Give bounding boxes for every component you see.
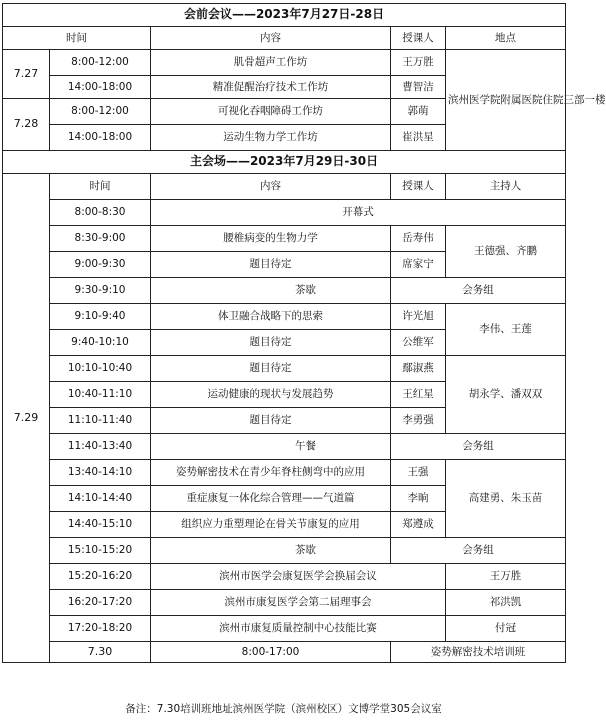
lecturer-cell: 会务组 xyxy=(391,278,566,304)
table-row xyxy=(3,226,566,252)
host-cell: 王万胜 xyxy=(446,564,566,590)
content-cell: 滨州市康复质量控制中心技能比赛 xyxy=(151,616,446,642)
time-cell: 9:40-10:10 xyxy=(50,330,151,356)
content-cell: 精准促醒治疗技术工作坊 xyxy=(151,76,391,99)
content-cell: 姿势解密技术培训班 xyxy=(391,642,566,663)
content-cell: 开幕式 xyxy=(151,200,566,226)
schedule-table xyxy=(2,3,606,663)
time-cell: 14:10-14:40 xyxy=(50,486,151,512)
lecturer-cell: 郭萌 xyxy=(391,99,446,125)
table-row xyxy=(3,590,566,616)
table-row xyxy=(3,460,566,486)
time-cell: 15:10-15:20 xyxy=(50,538,151,564)
lecturer-cell: 王红星 xyxy=(391,382,446,408)
main-venue-header-row xyxy=(3,174,566,200)
content-cell: 茶歇 xyxy=(151,538,391,564)
lecturer-cell: 公维军 xyxy=(391,330,446,356)
lecturer-cell: 会务组 xyxy=(391,434,566,460)
main-venue-title-row xyxy=(3,151,566,174)
header-host: 主持人 xyxy=(446,174,566,200)
lecturer-cell: 崔洪星 xyxy=(391,125,446,151)
lecturer-cell: 会务组 xyxy=(391,538,566,564)
content-cell: 组织应力重塑理论在骨关节康复的应用 xyxy=(151,512,391,538)
time-cell: 15:20-16:20 xyxy=(50,564,151,590)
time-cell: 10:10-10:40 xyxy=(50,356,151,382)
time-cell: 10:40-11:10 xyxy=(50,382,151,408)
time-cell: 11:40-13:40 xyxy=(50,434,151,460)
time-cell: 13:40-14:10 xyxy=(50,460,151,486)
time-cell: 8:00-12:00 xyxy=(50,99,151,125)
time-cell: 14:40-15:10 xyxy=(50,512,151,538)
table-row xyxy=(3,642,566,663)
pre-meeting-header-row xyxy=(3,27,566,50)
lecturer-cell: 席家宁 xyxy=(391,252,446,278)
host-cell: 李伟、王莲 xyxy=(446,304,566,356)
lecturer-cell: 王万胜 xyxy=(391,50,446,76)
content-cell: 体卫融合战略下的思索 xyxy=(151,304,391,330)
date-cell: 7.28 xyxy=(3,99,50,151)
time-cell: 9:00-9:30 xyxy=(50,252,151,278)
time-cell: 14:00-18:00 xyxy=(50,125,151,151)
table-row xyxy=(3,304,566,330)
content-cell: 滨州市医学会康复医学会换届会议 xyxy=(151,564,446,590)
table-row xyxy=(3,434,566,460)
date-cell: 7.29 xyxy=(3,174,50,663)
host-cell: 王德强、齐鹏 xyxy=(446,226,566,278)
content-cell: 运动生物力学工作坊 xyxy=(151,125,391,151)
pre-meeting-title-row xyxy=(3,4,566,27)
host-cell: 胡永学、潘双双 xyxy=(446,356,566,434)
host-cell: 祁洪凯 xyxy=(446,590,566,616)
header-content: 内容 xyxy=(151,174,391,200)
content-cell: 姿势解密技术在青少年脊柱侧弯中的应用 xyxy=(151,460,391,486)
header-content: 内容 xyxy=(151,27,391,50)
host-cell: 付冠 xyxy=(446,616,566,642)
header-lecturer: 授课人 xyxy=(391,174,446,200)
lecturer-cell: 岳寿伟 xyxy=(391,226,446,252)
lecturer-cell: 李勇强 xyxy=(391,408,446,434)
table-row xyxy=(3,200,566,226)
header-time: 时间 xyxy=(3,27,151,50)
content-cell: 题目待定 xyxy=(151,408,391,434)
lecturer-cell: 王强 xyxy=(391,460,446,486)
content-cell: 运动健康的现状与发展趋势 xyxy=(151,382,391,408)
table-row xyxy=(3,278,566,304)
footnote: 备注：7.30培训班地址滨州医学院（滨州校区）文博学堂305会议室 xyxy=(125,703,442,715)
pre-meeting-title: 会前会议——2023年7月27日-28日 xyxy=(3,4,566,27)
lecturer-cell: 郑遵成 xyxy=(391,512,446,538)
time-cell: 8:00-8:30 xyxy=(50,200,151,226)
lecturer-cell: 许光旭 xyxy=(391,304,446,330)
content-cell: 题目待定 xyxy=(151,356,391,382)
lecturer-cell: 鄢淑燕 xyxy=(391,356,446,382)
time-cell: 8:00-17:00 xyxy=(151,642,391,663)
time-cell: 17:20-18:20 xyxy=(50,616,151,642)
content-cell: 肌骨超声工作坊 xyxy=(151,50,391,76)
content-cell: 可视化吞咽障碍工作坊 xyxy=(151,99,391,125)
time-cell: 8:00-12:00 xyxy=(50,50,151,76)
content-cell: 题目待定 xyxy=(151,330,391,356)
time-cell: 8:30-9:00 xyxy=(50,226,151,252)
content-cell: 滨州市康复医学会第二届理事会 xyxy=(151,590,446,616)
time-cell: 9:30-9:10 xyxy=(50,278,151,304)
content-cell: 腰椎病变的生物力学 xyxy=(151,226,391,252)
main-venue-title: 主会场——2023年7月29日-30日 xyxy=(3,151,566,174)
table-row xyxy=(3,538,566,564)
location-cell: 滨州医学院附属医院住院三部一楼 xyxy=(446,50,566,151)
content-cell: 题目待定 xyxy=(151,252,391,278)
content-cell: 午餐 xyxy=(151,434,391,460)
table-row xyxy=(3,356,566,382)
lecturer-cell: 李晌 xyxy=(391,486,446,512)
lecturer-cell: 曹智洁 xyxy=(391,76,446,99)
table-row xyxy=(3,50,566,76)
time-cell: 11:10-11:40 xyxy=(50,408,151,434)
date-cell: 7.30 xyxy=(50,642,151,663)
header-time: 时间 xyxy=(50,174,151,200)
date-cell: 7.27 xyxy=(3,50,50,99)
content-cell: 重症康复一体化综合管理——气道篇 xyxy=(151,486,391,512)
time-cell: 16:20-17:20 xyxy=(50,590,151,616)
header-lecturer: 授课人 xyxy=(391,27,446,50)
table-row xyxy=(3,564,566,590)
header-location: 地点 xyxy=(446,27,566,50)
time-cell: 14:00-18:00 xyxy=(50,76,151,99)
time-cell: 9:10-9:40 xyxy=(50,304,151,330)
table-row xyxy=(3,616,566,642)
host-cell: 高建勇、朱玉苗 xyxy=(446,460,566,538)
content-cell: 茶歇 xyxy=(151,278,391,304)
